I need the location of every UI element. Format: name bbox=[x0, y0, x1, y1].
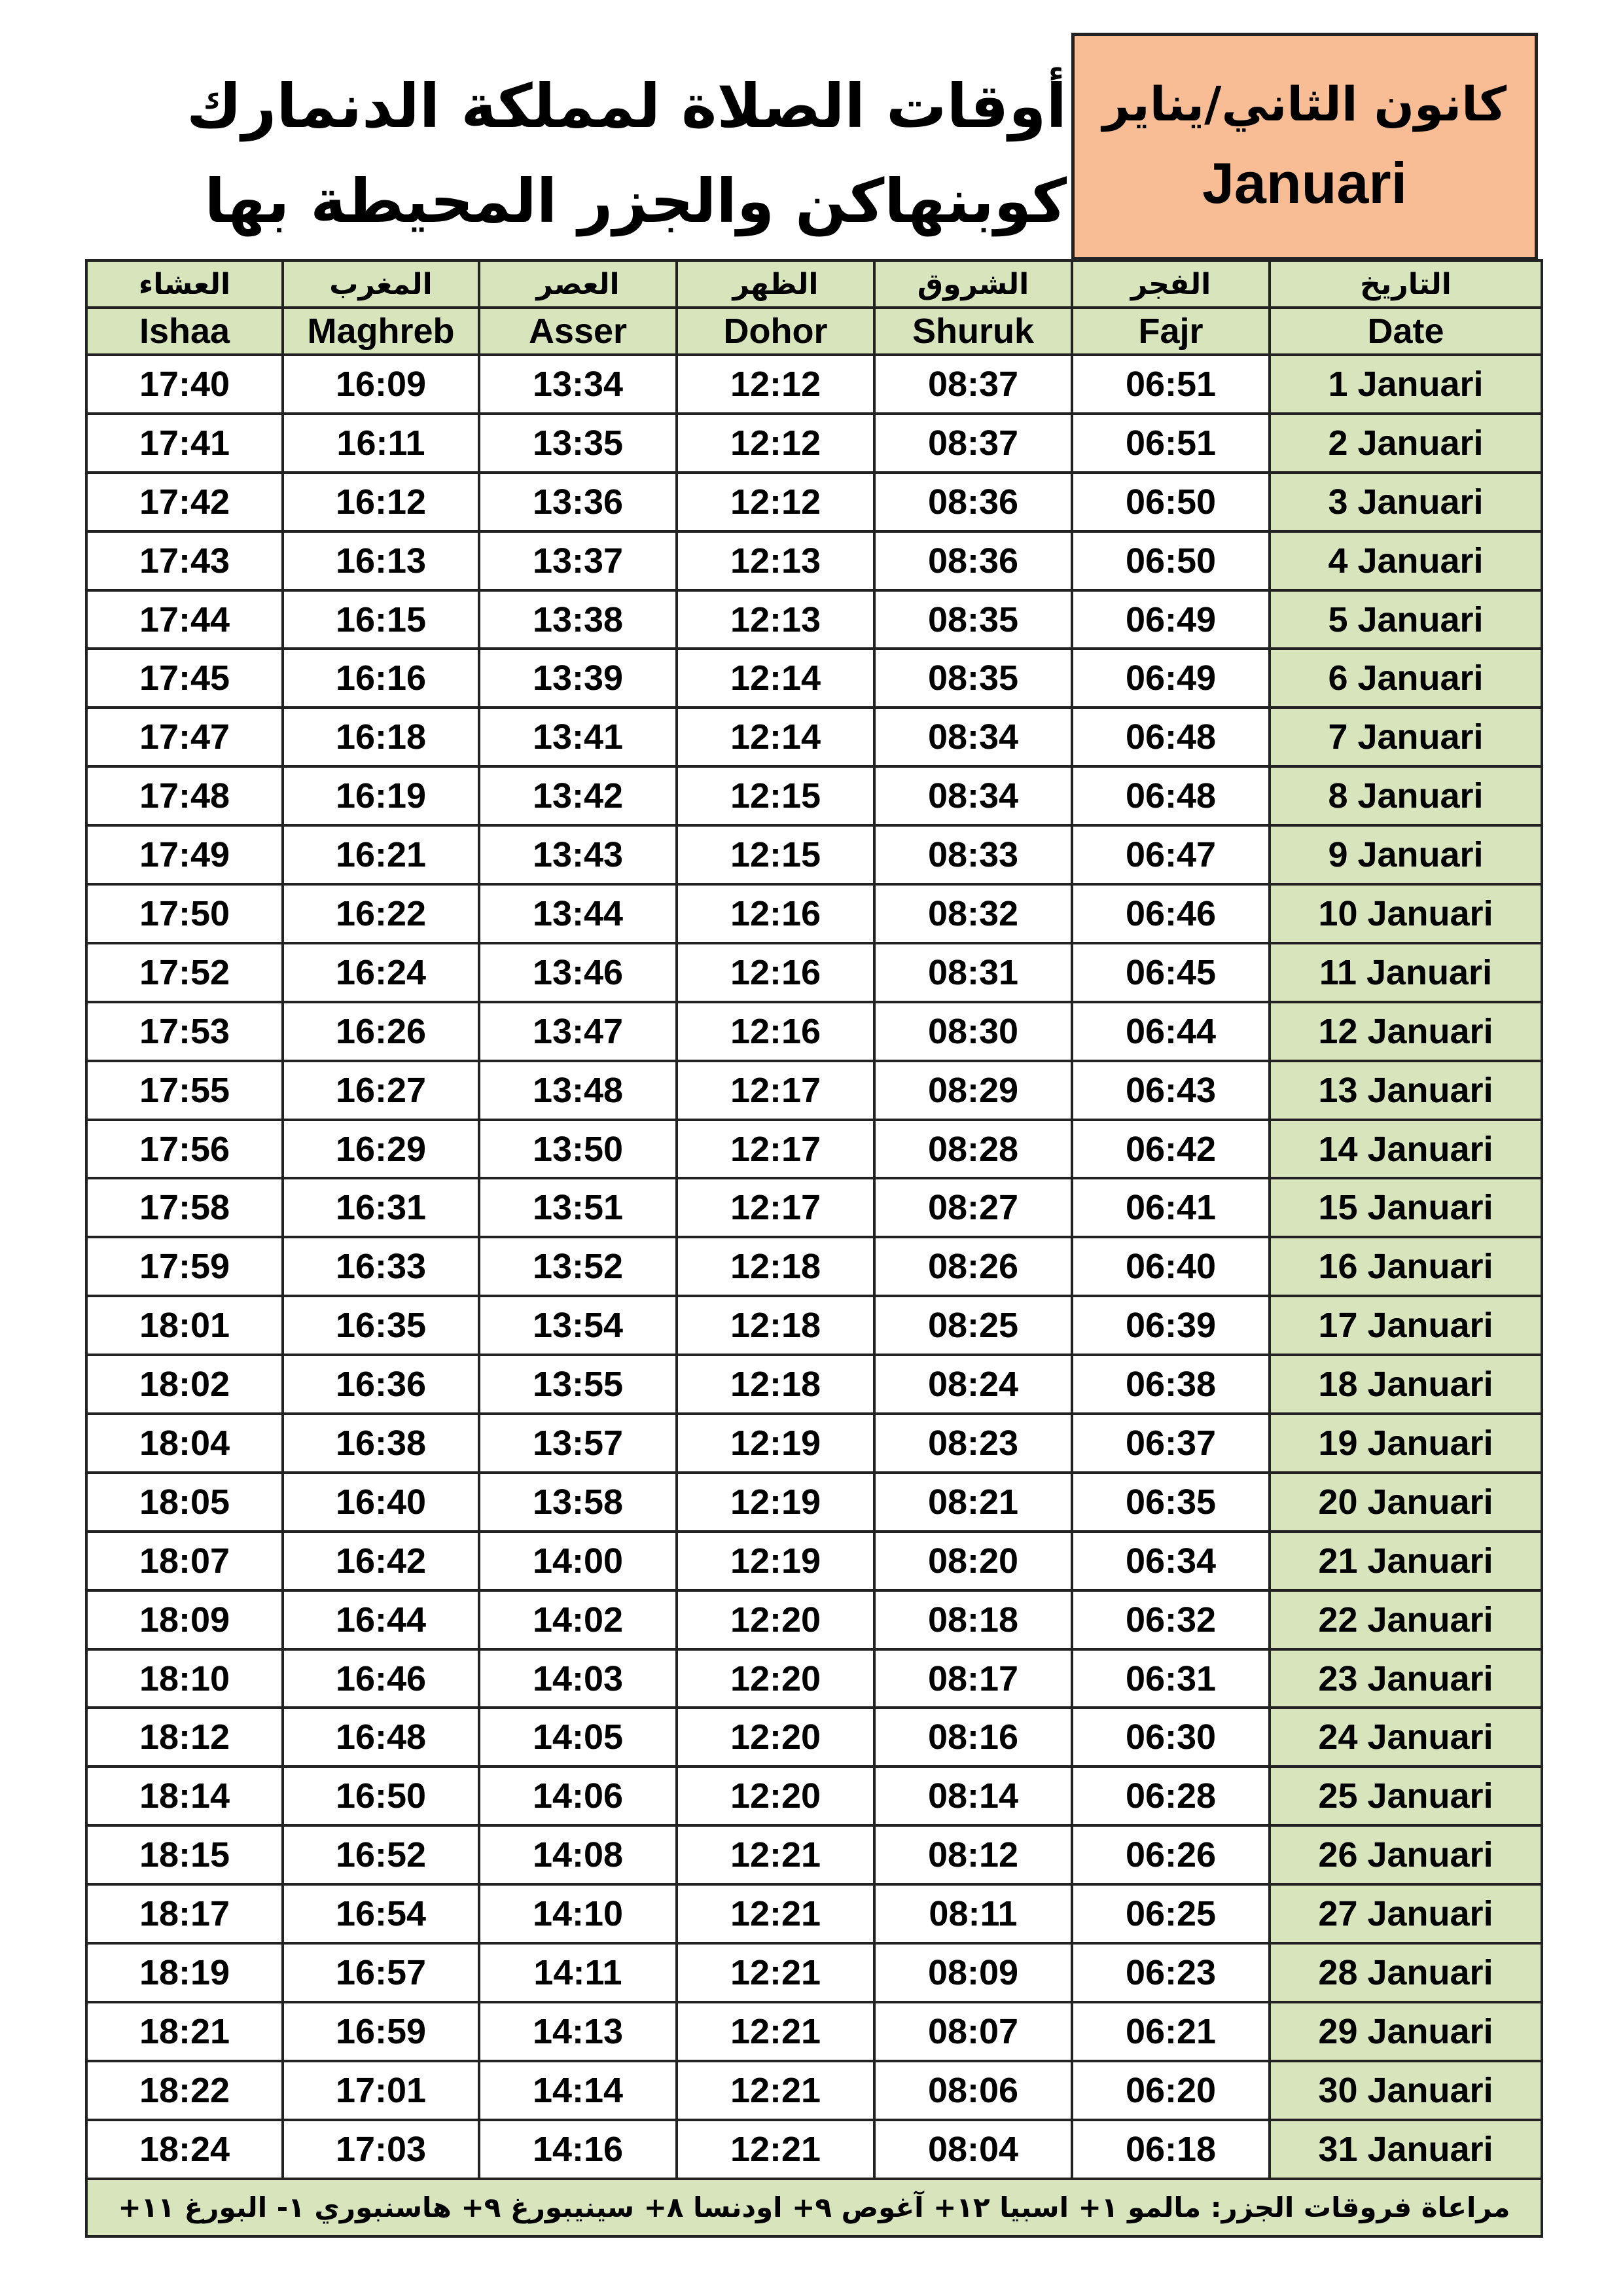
cell-maghreb: 16:54 bbox=[283, 1884, 479, 1943]
cell-ishaa: 17:59 bbox=[86, 1237, 283, 1296]
cell-maghreb: 16:12 bbox=[283, 473, 479, 531]
cell-dohor: 12:20 bbox=[677, 1649, 874, 1708]
cell-dohor: 12:18 bbox=[677, 1355, 874, 1414]
cell-shuruk: 08:23 bbox=[874, 1414, 1072, 1473]
table-row bbox=[86, 1943, 1542, 2002]
cell-dohor: 12:16 bbox=[677, 1002, 874, 1061]
cell-date: 1 Januari bbox=[1270, 355, 1542, 414]
cell-ishaa: 17:41 bbox=[86, 414, 283, 473]
table-row bbox=[86, 1061, 1542, 1120]
cell-asser: 14:14 bbox=[479, 2061, 677, 2120]
cell-fajr: 06:49 bbox=[1072, 649, 1270, 708]
cell-asser: 14:00 bbox=[479, 1532, 677, 1590]
cell-maghreb: 16:35 bbox=[283, 1296, 479, 1355]
cell-asser: 14:05 bbox=[479, 1708, 677, 1767]
cell-asser: 13:39 bbox=[479, 649, 677, 708]
header-ar-ishaa: العشاء bbox=[86, 260, 283, 308]
footer-row bbox=[86, 2179, 1542, 2236]
table-row bbox=[86, 1767, 1542, 1825]
cell-date: 17 Januari bbox=[1270, 1296, 1542, 1355]
cell-shuruk: 08:34 bbox=[874, 708, 1072, 766]
cell-ishaa: 17:48 bbox=[86, 766, 283, 825]
cell-dohor: 12:16 bbox=[677, 884, 874, 943]
cell-shuruk: 08:35 bbox=[874, 649, 1072, 708]
table-row bbox=[86, 1296, 1542, 1355]
cell-date: 23 Januari bbox=[1270, 1649, 1542, 1708]
cell-asser: 13:55 bbox=[479, 1355, 677, 1414]
cell-dohor: 12:21 bbox=[677, 2002, 874, 2061]
header-ar-maghreb: المغرب bbox=[283, 260, 479, 308]
cell-date: 29 Januari bbox=[1270, 2002, 1542, 2061]
cell-maghreb: 16:46 bbox=[283, 1649, 479, 1708]
cell-fajr: 06:35 bbox=[1072, 1473, 1270, 1532]
cell-maghreb: 16:57 bbox=[283, 1943, 479, 2002]
cell-maghreb: 16:26 bbox=[283, 1002, 479, 1061]
cell-asser: 13:52 bbox=[479, 1237, 677, 1296]
cell-dohor: 12:14 bbox=[677, 649, 874, 708]
cell-date: 6 Januari bbox=[1270, 649, 1542, 708]
cell-asser: 14:08 bbox=[479, 1825, 677, 1884]
cell-maghreb: 16:11 bbox=[283, 414, 479, 473]
month-box bbox=[1071, 33, 1538, 260]
table-row bbox=[86, 2002, 1542, 2061]
cell-ishaa: 18:22 bbox=[86, 2061, 283, 2120]
table-row bbox=[86, 1237, 1542, 1296]
cell-ishaa: 18:17 bbox=[86, 1884, 283, 1943]
cell-shuruk: 08:07 bbox=[874, 2002, 1072, 2061]
table-row bbox=[86, 766, 1542, 825]
cell-fajr: 06:51 bbox=[1072, 355, 1270, 414]
cell-dohor: 12:19 bbox=[677, 1532, 874, 1590]
cell-ishaa: 18:01 bbox=[86, 1296, 283, 1355]
page-subtitle: كوبنهاكن والجزر المحيطة بها bbox=[204, 166, 1067, 236]
cell-dohor: 12:18 bbox=[677, 1237, 874, 1296]
cell-shuruk: 08:09 bbox=[874, 1943, 1072, 2002]
cell-fajr: 06:23 bbox=[1072, 1943, 1270, 2002]
cell-fajr: 06:50 bbox=[1072, 531, 1270, 590]
cell-ishaa: 17:45 bbox=[86, 649, 283, 708]
header-en-shuruk: Shuruk bbox=[874, 308, 1072, 355]
table-row bbox=[86, 708, 1542, 766]
island-offsets-note: مراعاة فروقات الجزر: مالمو ١+ اسبيا ١٢+ آغوص ٩+ اودنسا ٨+ سينيبورغ ٩+ هاسنبوري ١- البورغ ١١+ bbox=[86, 2179, 1542, 2236]
cell-ishaa: 18:12 bbox=[86, 1708, 283, 1767]
cell-dohor: 12:19 bbox=[677, 1473, 874, 1532]
cell-shuruk: 08:32 bbox=[874, 884, 1072, 943]
cell-fajr: 06:50 bbox=[1072, 473, 1270, 531]
cell-date: 13 Januari bbox=[1270, 1061, 1542, 1120]
table-row bbox=[86, 1825, 1542, 1884]
cell-date: 25 Januari bbox=[1270, 1767, 1542, 1825]
cell-maghreb: 16:59 bbox=[283, 2002, 479, 2061]
cell-dohor: 12:15 bbox=[677, 825, 874, 884]
cell-asser: 13:41 bbox=[479, 708, 677, 766]
cell-shuruk: 08:29 bbox=[874, 1061, 1072, 1120]
cell-maghreb: 16:52 bbox=[283, 1825, 479, 1884]
table-row bbox=[86, 1532, 1542, 1590]
cell-asser: 13:54 bbox=[479, 1296, 677, 1355]
cell-maghreb: 16:36 bbox=[283, 1355, 479, 1414]
cell-date: 21 Januari bbox=[1270, 1532, 1542, 1590]
cell-dohor: 12:20 bbox=[677, 1767, 874, 1825]
cell-fajr: 06:40 bbox=[1072, 1237, 1270, 1296]
cell-fajr: 06:20 bbox=[1072, 2061, 1270, 2120]
cell-asser: 14:11 bbox=[479, 1943, 677, 2002]
cell-fajr: 06:26 bbox=[1072, 1825, 1270, 1884]
cell-asser: 14:13 bbox=[479, 2002, 677, 2061]
table-row bbox=[86, 414, 1542, 473]
header-ar-shuruk: الشروق bbox=[874, 260, 1072, 308]
cell-asser: 13:51 bbox=[479, 1178, 677, 1237]
table-row bbox=[86, 1708, 1542, 1767]
cell-maghreb: 16:40 bbox=[283, 1473, 479, 1532]
table-row bbox=[86, 473, 1542, 531]
cell-dohor: 12:12 bbox=[677, 473, 874, 531]
cell-asser: 13:34 bbox=[479, 355, 677, 414]
cell-date: 27 Januari bbox=[1270, 1884, 1542, 1943]
cell-dohor: 12:15 bbox=[677, 766, 874, 825]
cell-ishaa: 17:52 bbox=[86, 943, 283, 1002]
cell-ishaa: 18:09 bbox=[86, 1590, 283, 1649]
cell-ishaa: 18:04 bbox=[86, 1414, 283, 1473]
cell-maghreb: 16:22 bbox=[283, 884, 479, 943]
cell-asser: 13:35 bbox=[479, 414, 677, 473]
cell-maghreb: 17:03 bbox=[283, 2120, 479, 2179]
cell-asser: 13:42 bbox=[479, 766, 677, 825]
cell-asser: 14:03 bbox=[479, 1649, 677, 1708]
cell-dohor: 12:19 bbox=[677, 1414, 874, 1473]
cell-dohor: 12:14 bbox=[677, 708, 874, 766]
cell-maghreb: 16:24 bbox=[283, 943, 479, 1002]
cell-asser: 13:47 bbox=[479, 1002, 677, 1061]
cell-dohor: 12:12 bbox=[677, 414, 874, 473]
cell-maghreb: 16:42 bbox=[283, 1532, 479, 1590]
cell-ishaa: 18:19 bbox=[86, 1943, 283, 2002]
table-row bbox=[86, 2061, 1542, 2120]
cell-shuruk: 08:04 bbox=[874, 2120, 1072, 2179]
cell-fajr: 06:45 bbox=[1072, 943, 1270, 1002]
cell-ishaa: 18:21 bbox=[86, 2002, 283, 2061]
table-row bbox=[86, 1414, 1542, 1473]
cell-maghreb: 16:09 bbox=[283, 355, 479, 414]
cell-date: 10 Januari bbox=[1270, 884, 1542, 943]
cell-date: 8 Januari bbox=[1270, 766, 1542, 825]
cell-asser: 13:50 bbox=[479, 1120, 677, 1179]
cell-shuruk: 08:11 bbox=[874, 1884, 1072, 1943]
prayer-times-table bbox=[85, 259, 1543, 2238]
cell-fajr: 06:42 bbox=[1072, 1120, 1270, 1179]
cell-maghreb: 16:15 bbox=[283, 590, 479, 649]
cell-shuruk: 08:26 bbox=[874, 1237, 1072, 1296]
cell-maghreb: 16:50 bbox=[283, 1767, 479, 1825]
page-title: أوقات الصلاة لمملكة الدنمارك bbox=[187, 71, 1067, 141]
cell-dohor: 12:21 bbox=[677, 1825, 874, 1884]
cell-dohor: 12:13 bbox=[677, 590, 874, 649]
cell-date: 28 Januari bbox=[1270, 1943, 1542, 2002]
cell-shuruk: 08:17 bbox=[874, 1649, 1072, 1708]
cell-asser: 14:02 bbox=[479, 1590, 677, 1649]
header-ar-dohor: الظهر bbox=[677, 260, 874, 308]
table-row bbox=[86, 825, 1542, 884]
cell-asser: 13:36 bbox=[479, 473, 677, 531]
cell-ishaa: 17:55 bbox=[86, 1061, 283, 1120]
header-en-date: Date bbox=[1270, 308, 1542, 355]
cell-fajr: 06:48 bbox=[1072, 708, 1270, 766]
cell-dohor: 12:18 bbox=[677, 1296, 874, 1355]
cell-shuruk: 08:36 bbox=[874, 531, 1072, 590]
table-row bbox=[86, 1473, 1542, 1532]
cell-fajr: 06:49 bbox=[1072, 590, 1270, 649]
cell-date: 30 Januari bbox=[1270, 2061, 1542, 2120]
header-ar-asser: العصر bbox=[479, 260, 677, 308]
cell-asser: 13:57 bbox=[479, 1414, 677, 1473]
cell-date: 15 Januari bbox=[1270, 1178, 1542, 1237]
table-row bbox=[86, 590, 1542, 649]
cell-ishaa: 17:53 bbox=[86, 1002, 283, 1061]
header-en-asser: Asser bbox=[479, 308, 677, 355]
table-row bbox=[86, 355, 1542, 414]
cell-maghreb: 16:48 bbox=[283, 1708, 479, 1767]
cell-ishaa: 18:24 bbox=[86, 2120, 283, 2179]
cell-ishaa: 18:07 bbox=[86, 1532, 283, 1590]
cell-dohor: 12:17 bbox=[677, 1120, 874, 1179]
cell-maghreb: 16:27 bbox=[283, 1061, 479, 1120]
cell-date: 2 Januari bbox=[1270, 414, 1542, 473]
table-row bbox=[86, 1120, 1542, 1179]
cell-date: 11 Januari bbox=[1270, 943, 1542, 1002]
cell-shuruk: 08:21 bbox=[874, 1473, 1072, 1532]
cell-dohor: 12:12 bbox=[677, 355, 874, 414]
header-en-fajr: Fajr bbox=[1072, 308, 1270, 355]
cell-dohor: 12:21 bbox=[677, 1884, 874, 1943]
cell-fajr: 06:41 bbox=[1072, 1178, 1270, 1237]
cell-maghreb: 17:01 bbox=[283, 2061, 479, 2120]
header-ar-date: التاريخ bbox=[1270, 260, 1542, 308]
table-row bbox=[86, 1178, 1542, 1237]
cell-ishaa: 17:58 bbox=[86, 1178, 283, 1237]
cell-fajr: 06:51 bbox=[1072, 414, 1270, 473]
cell-asser: 13:37 bbox=[479, 531, 677, 590]
cell-date: 9 Januari bbox=[1270, 825, 1542, 884]
cell-maghreb: 16:31 bbox=[283, 1178, 479, 1237]
cell-ishaa: 18:05 bbox=[86, 1473, 283, 1532]
cell-fajr: 06:21 bbox=[1072, 2002, 1270, 2061]
cell-fajr: 06:46 bbox=[1072, 884, 1270, 943]
cell-dohor: 12:21 bbox=[677, 2120, 874, 2179]
cell-date: 19 Januari bbox=[1270, 1414, 1542, 1473]
cell-ishaa: 17:50 bbox=[86, 884, 283, 943]
header-row-latin bbox=[86, 308, 1542, 355]
cell-asser: 14:10 bbox=[479, 1884, 677, 1943]
cell-date: 18 Januari bbox=[1270, 1355, 1542, 1414]
cell-maghreb: 16:38 bbox=[283, 1414, 479, 1473]
cell-ishaa: 17:43 bbox=[86, 531, 283, 590]
cell-asser: 14:06 bbox=[479, 1767, 677, 1825]
cell-date: 24 Januari bbox=[1270, 1708, 1542, 1767]
header-en-ishaa: Ishaa bbox=[86, 308, 283, 355]
table-row bbox=[86, 649, 1542, 708]
cell-ishaa: 17:42 bbox=[86, 473, 283, 531]
cell-ishaa: 18:15 bbox=[86, 1825, 283, 1884]
cell-shuruk: 08:35 bbox=[874, 590, 1072, 649]
cell-asser: 13:48 bbox=[479, 1061, 677, 1120]
cell-date: 20 Januari bbox=[1270, 1473, 1542, 1532]
table-row bbox=[86, 2120, 1542, 2179]
table-row bbox=[86, 1884, 1542, 1943]
table-row bbox=[86, 943, 1542, 1002]
cell-shuruk: 08:27 bbox=[874, 1178, 1072, 1237]
cell-asser: 14:16 bbox=[479, 2120, 677, 2179]
cell-maghreb: 16:21 bbox=[283, 825, 479, 884]
cell-shuruk: 08:12 bbox=[874, 1825, 1072, 1884]
cell-shuruk: 08:25 bbox=[874, 1296, 1072, 1355]
cell-shuruk: 08:18 bbox=[874, 1590, 1072, 1649]
cell-shuruk: 08:33 bbox=[874, 825, 1072, 884]
cell-fajr: 06:18 bbox=[1072, 2120, 1270, 2179]
cell-fajr: 06:30 bbox=[1072, 1708, 1270, 1767]
cell-asser: 13:46 bbox=[479, 943, 677, 1002]
cell-fajr: 06:39 bbox=[1072, 1296, 1270, 1355]
cell-date: 31 Januari bbox=[1270, 2120, 1542, 2179]
cell-date: 16 Januari bbox=[1270, 1237, 1542, 1296]
cell-dohor: 12:20 bbox=[677, 1590, 874, 1649]
cell-fajr: 06:28 bbox=[1072, 1767, 1270, 1825]
cell-ishaa: 18:02 bbox=[86, 1355, 283, 1414]
cell-fajr: 06:47 bbox=[1072, 825, 1270, 884]
cell-shuruk: 08:20 bbox=[874, 1532, 1072, 1590]
cell-date: 22 Januari bbox=[1270, 1590, 1542, 1649]
cell-maghreb: 16:19 bbox=[283, 766, 479, 825]
table-row bbox=[86, 1355, 1542, 1414]
cell-shuruk: 08:36 bbox=[874, 473, 1072, 531]
cell-date: 5 Januari bbox=[1270, 590, 1542, 649]
cell-fajr: 06:43 bbox=[1072, 1061, 1270, 1120]
header-en-dohor: Dohor bbox=[677, 308, 874, 355]
cell-dohor: 12:21 bbox=[677, 1943, 874, 2002]
cell-maghreb: 16:16 bbox=[283, 649, 479, 708]
cell-dohor: 12:13 bbox=[677, 531, 874, 590]
cell-fajr: 06:34 bbox=[1072, 1532, 1270, 1590]
cell-asser: 13:44 bbox=[479, 884, 677, 943]
cell-dohor: 12:20 bbox=[677, 1708, 874, 1767]
month-latin: Januari bbox=[1202, 151, 1408, 215]
cell-maghreb: 16:13 bbox=[283, 531, 479, 590]
table-row bbox=[86, 1590, 1542, 1649]
month-arabic: كانون الثاني/يناير bbox=[1102, 77, 1507, 132]
cell-shuruk: 08:16 bbox=[874, 1708, 1072, 1767]
cell-shuruk: 08:31 bbox=[874, 943, 1072, 1002]
cell-ishaa: 17:49 bbox=[86, 825, 283, 884]
table-row bbox=[86, 531, 1542, 590]
cell-date: 4 Januari bbox=[1270, 531, 1542, 590]
cell-ishaa: 18:14 bbox=[86, 1767, 283, 1825]
cell-ishaa: 18:10 bbox=[86, 1649, 283, 1708]
cell-date: 26 Januari bbox=[1270, 1825, 1542, 1884]
cell-fajr: 06:48 bbox=[1072, 766, 1270, 825]
cell-date: 7 Januari bbox=[1270, 708, 1542, 766]
header-row-arabic bbox=[86, 260, 1542, 308]
cell-ishaa: 17:56 bbox=[86, 1120, 283, 1179]
cell-dohor: 12:16 bbox=[677, 943, 874, 1002]
cell-fajr: 06:31 bbox=[1072, 1649, 1270, 1708]
cell-fajr: 06:38 bbox=[1072, 1355, 1270, 1414]
cell-date: 3 Januari bbox=[1270, 473, 1542, 531]
cell-fajr: 06:25 bbox=[1072, 1884, 1270, 1943]
cell-dohor: 12:17 bbox=[677, 1061, 874, 1120]
cell-fajr: 06:37 bbox=[1072, 1414, 1270, 1473]
cell-date: 14 Januari bbox=[1270, 1120, 1542, 1179]
cell-shuruk: 08:37 bbox=[874, 355, 1072, 414]
cell-shuruk: 08:24 bbox=[874, 1355, 1072, 1414]
cell-dohor: 12:17 bbox=[677, 1178, 874, 1237]
cell-ishaa: 17:47 bbox=[86, 708, 283, 766]
cell-shuruk: 08:37 bbox=[874, 414, 1072, 473]
table-row bbox=[86, 884, 1542, 943]
cell-fajr: 06:32 bbox=[1072, 1590, 1270, 1649]
cell-ishaa: 17:40 bbox=[86, 355, 283, 414]
cell-fajr: 06:44 bbox=[1072, 1002, 1270, 1061]
cell-dohor: 12:21 bbox=[677, 2061, 874, 2120]
cell-shuruk: 08:14 bbox=[874, 1767, 1072, 1825]
cell-asser: 13:43 bbox=[479, 825, 677, 884]
table-row bbox=[86, 1649, 1542, 1708]
cell-shuruk: 08:28 bbox=[874, 1120, 1072, 1179]
cell-maghreb: 16:33 bbox=[283, 1237, 479, 1296]
table-row bbox=[86, 1002, 1542, 1061]
cell-shuruk: 08:06 bbox=[874, 2061, 1072, 2120]
header-ar-fajr: الفجر bbox=[1072, 260, 1270, 308]
page-title-block bbox=[92, 59, 1086, 249]
cell-shuruk: 08:30 bbox=[874, 1002, 1072, 1061]
cell-ishaa: 17:44 bbox=[86, 590, 283, 649]
header-en-maghreb: Maghreb bbox=[283, 308, 479, 355]
cell-shuruk: 08:34 bbox=[874, 766, 1072, 825]
cell-maghreb: 16:44 bbox=[283, 1590, 479, 1649]
cell-asser: 13:58 bbox=[479, 1473, 677, 1532]
cell-date: 12 Januari bbox=[1270, 1002, 1542, 1061]
cell-maghreb: 16:29 bbox=[283, 1120, 479, 1179]
cell-asser: 13:38 bbox=[479, 590, 677, 649]
cell-maghreb: 16:18 bbox=[283, 708, 479, 766]
